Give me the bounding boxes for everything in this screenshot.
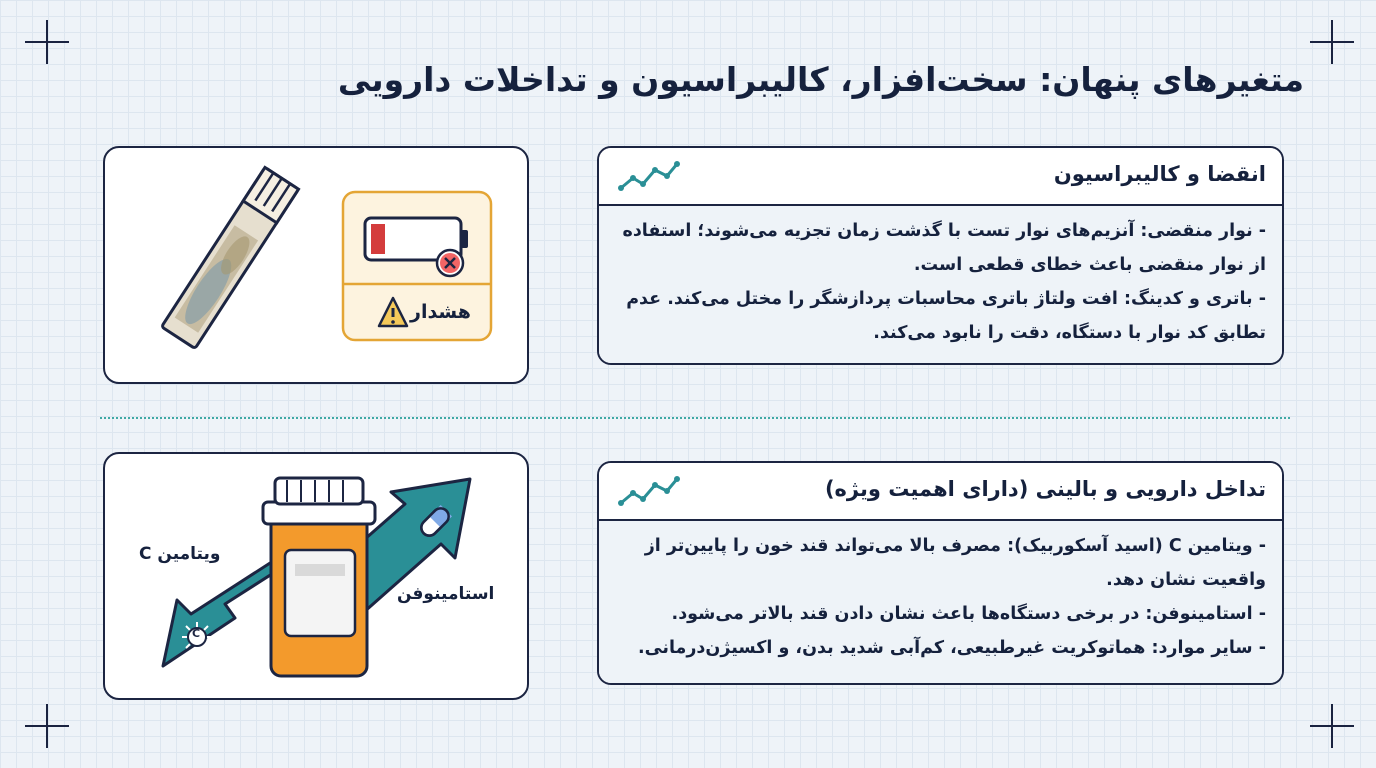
illustration-panel-drugs (103, 452, 529, 700)
info-card-drug-interactions (597, 461, 1284, 685)
info-card-expiry (597, 146, 1284, 365)
page-title: متغیرهای پنهان: سخت‌افزار، کالیبراسیون و تداخلات دارویی (337, 60, 1304, 99)
bullet-item: - سایر موارد: هماتوکریت غیرطبیعی، کم‌آبی شدید بدن، و اکسیژن‌درمانی. (638, 638, 1266, 658)
trend-line-icon (617, 158, 683, 194)
card-header (599, 148, 1282, 206)
bullet-item: - استامینوفن: در برخی دستگاه‌ها باعث نشان دادن قند بالاتر می‌شود. (671, 604, 1266, 624)
bullet-item: - ویتامین C (اسید آسکوربیک): مصرف بالا می‌تواند قند خون را پایین‌تر از واقعیت نشان دهد. (644, 536, 1266, 590)
pill-bottle-icon (263, 478, 375, 676)
card-body (599, 206, 1282, 365)
test-strip-icon (161, 167, 298, 348)
section-heading: انقضا و کالیبراسیون (1053, 162, 1266, 186)
bullet-item: - باتری و کدینگ: افت ولتاژ باتری محاسبات پردازشگر را مختل می‌کند. عدم تطابق کد نوار با دستگاه، دقت را نابود می‌کند. (626, 289, 1266, 343)
corner-mark-bottom-left (25, 704, 69, 748)
corner-mark-top-right (1310, 20, 1354, 64)
acetaminophen-label: استامینوفن (397, 584, 495, 604)
card-header (599, 463, 1282, 521)
corner-mark-top-left (25, 20, 69, 64)
vitamin-c-letter: C (192, 627, 201, 640)
card-body (599, 521, 1282, 685)
section-heading: تداخل دارویی و بالینی (دارای اهمیت ویژه) (824, 477, 1266, 501)
section-divider (100, 417, 1290, 419)
vitamin-c-label: ویتامین C (139, 544, 221, 564)
trend-line-icon (617, 473, 683, 509)
corner-mark-bottom-right (1310, 704, 1354, 748)
illustration-panel-expiry (103, 146, 529, 384)
warning-label: هشدار (410, 301, 471, 323)
bullet-item: - نوار منقضی: آنزیم‌های نوار تست با گذشت زمان تجزیه می‌شوند؛ استفاده از نوار منقضی باعث خطای قطعی است. (622, 221, 1266, 275)
